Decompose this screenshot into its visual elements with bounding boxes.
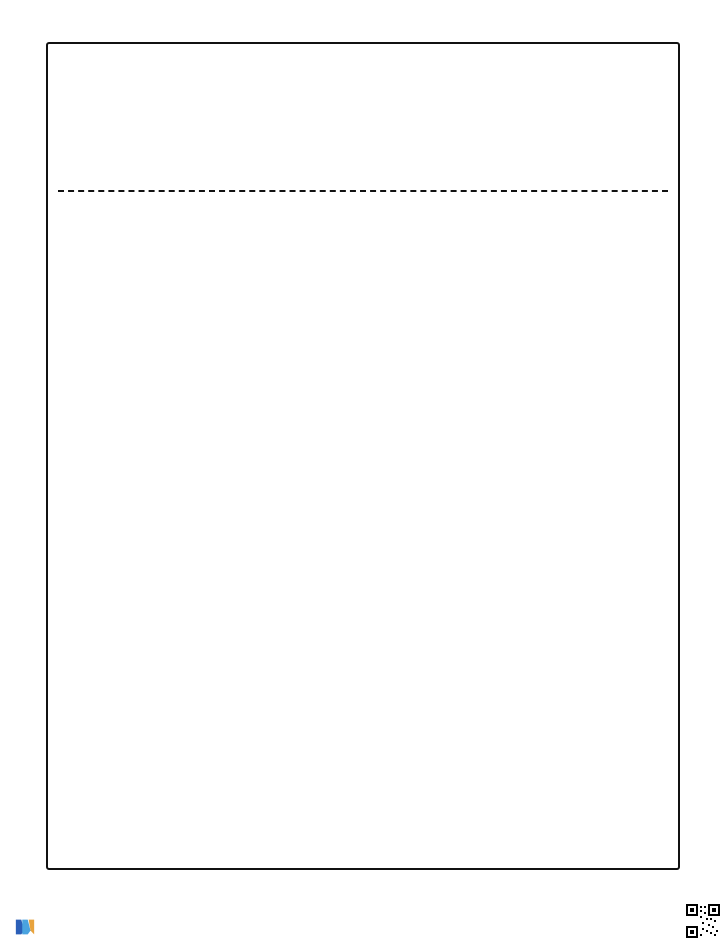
section-divider (58, 190, 668, 192)
worksheet-card (46, 42, 680, 870)
key-equations (48, 58, 678, 188)
qr-code-icon[interactable] (686, 904, 720, 938)
worksheet-zone-mark (14, 916, 36, 938)
page-footer (0, 906, 728, 942)
brand-logo (14, 916, 41, 938)
